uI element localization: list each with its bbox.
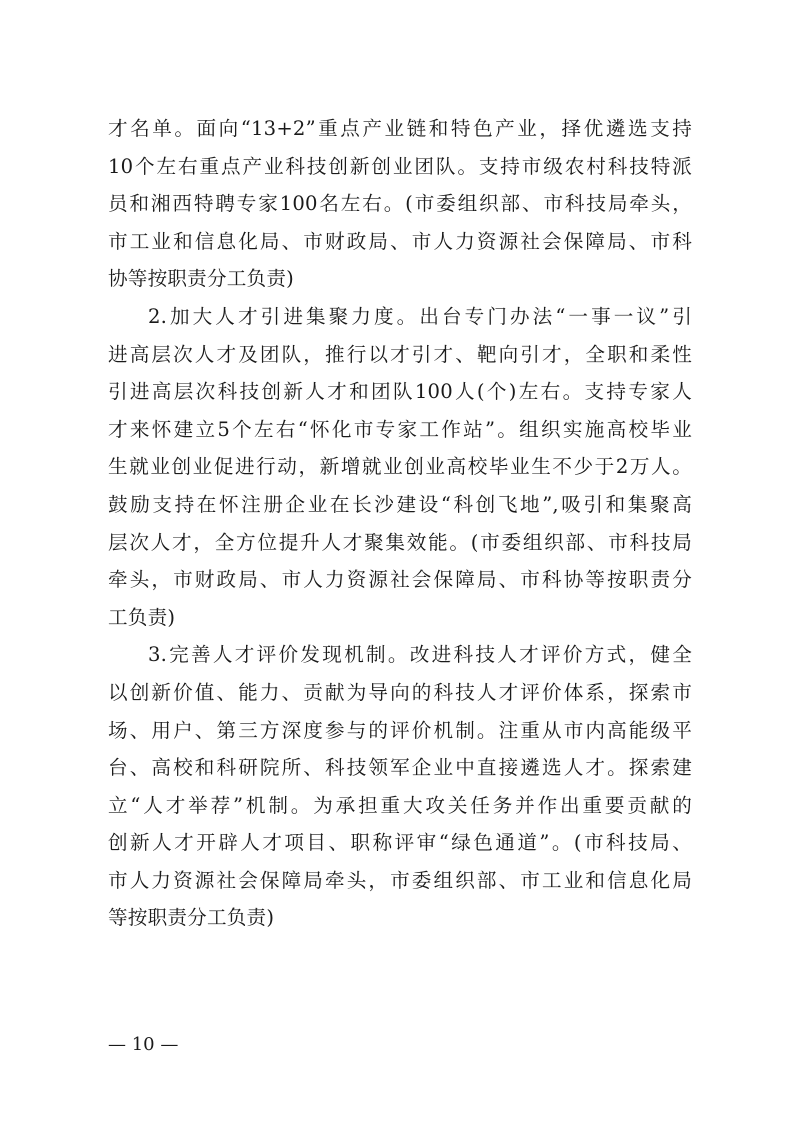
text-line: 进高层次人才及团队，推行以才引才、靶向引才，全职和柔性 (108, 342, 692, 366)
text-line: 协等按职责分工负责) (108, 267, 294, 291)
text-line: 才来怀建立5个左右“怀化市专家工作站”。组织实施高校毕业 (108, 417, 692, 441)
paragraph-first-line: 2.加大人才引进集聚力度。出台专门办法“一事一议”引 (148, 304, 692, 328)
text-line: 立“人才举荐”机制。为承担重大攻关任务并作出重要贡献的 (108, 793, 692, 817)
text-line: 等按职责分工负责) (108, 906, 275, 930)
text-line: 员和湘西特聘专家100名左右。(市委组织部、市科技局牵头， (108, 192, 692, 216)
text-line: 才名单。面向“13+2”重点产业链和特色产业，择优遴选支持 (108, 117, 692, 140)
text-line: 牵头，市财政局、市人力资源社会保障局、市科协等按职责分 (108, 568, 692, 592)
text-line: 创新人才开辟人才项目、职称评审“绿色通道”。(市科技局、 (108, 831, 692, 855)
text-line: 生就业创业促进行动，新增就业创业高校毕业生不少于2万人。 (108, 455, 692, 479)
text-line: 层次人才，全方位提升人才聚集效能。(市委组织部、市科技局 (108, 530, 692, 554)
text-line: 鼓励支持在怀注册企业在长沙建设“科创飞地”,吸引和集聚高 (108, 492, 692, 516)
text-line: 工负责) (108, 605, 176, 629)
text-line: 市人力资源社会保障局牵头，市委组织部、市工业和信息化局 (108, 868, 692, 892)
text-line: 场、用户、第三方深度参与的评价机制。注重从市内高能级平 (108, 718, 692, 742)
text-line: 10个左右重点产业科技创新创业团队。支持市级农村科技特派 (108, 154, 692, 178)
text-line: 台、高校和科研院所、科技领军企业中直接遴选人才。探索建 (108, 756, 692, 780)
text-line: 市工业和信息化局、市财政局、市人力资源社会保障局、市科 (108, 229, 692, 253)
body-text (108, 110, 692, 937)
page-number: — 10 — (108, 1034, 179, 1055)
text-line: 以创新价值、能力、贡献为导向的科技人才评价体系，探索市 (108, 680, 692, 704)
paragraph-first-line: 3.完善人才评价发现机制。改进科技人才评价方式，健全 (148, 643, 692, 667)
text-line: 引进高层次科技创新人才和团队100人(个)左右。支持专家人 (108, 380, 692, 404)
